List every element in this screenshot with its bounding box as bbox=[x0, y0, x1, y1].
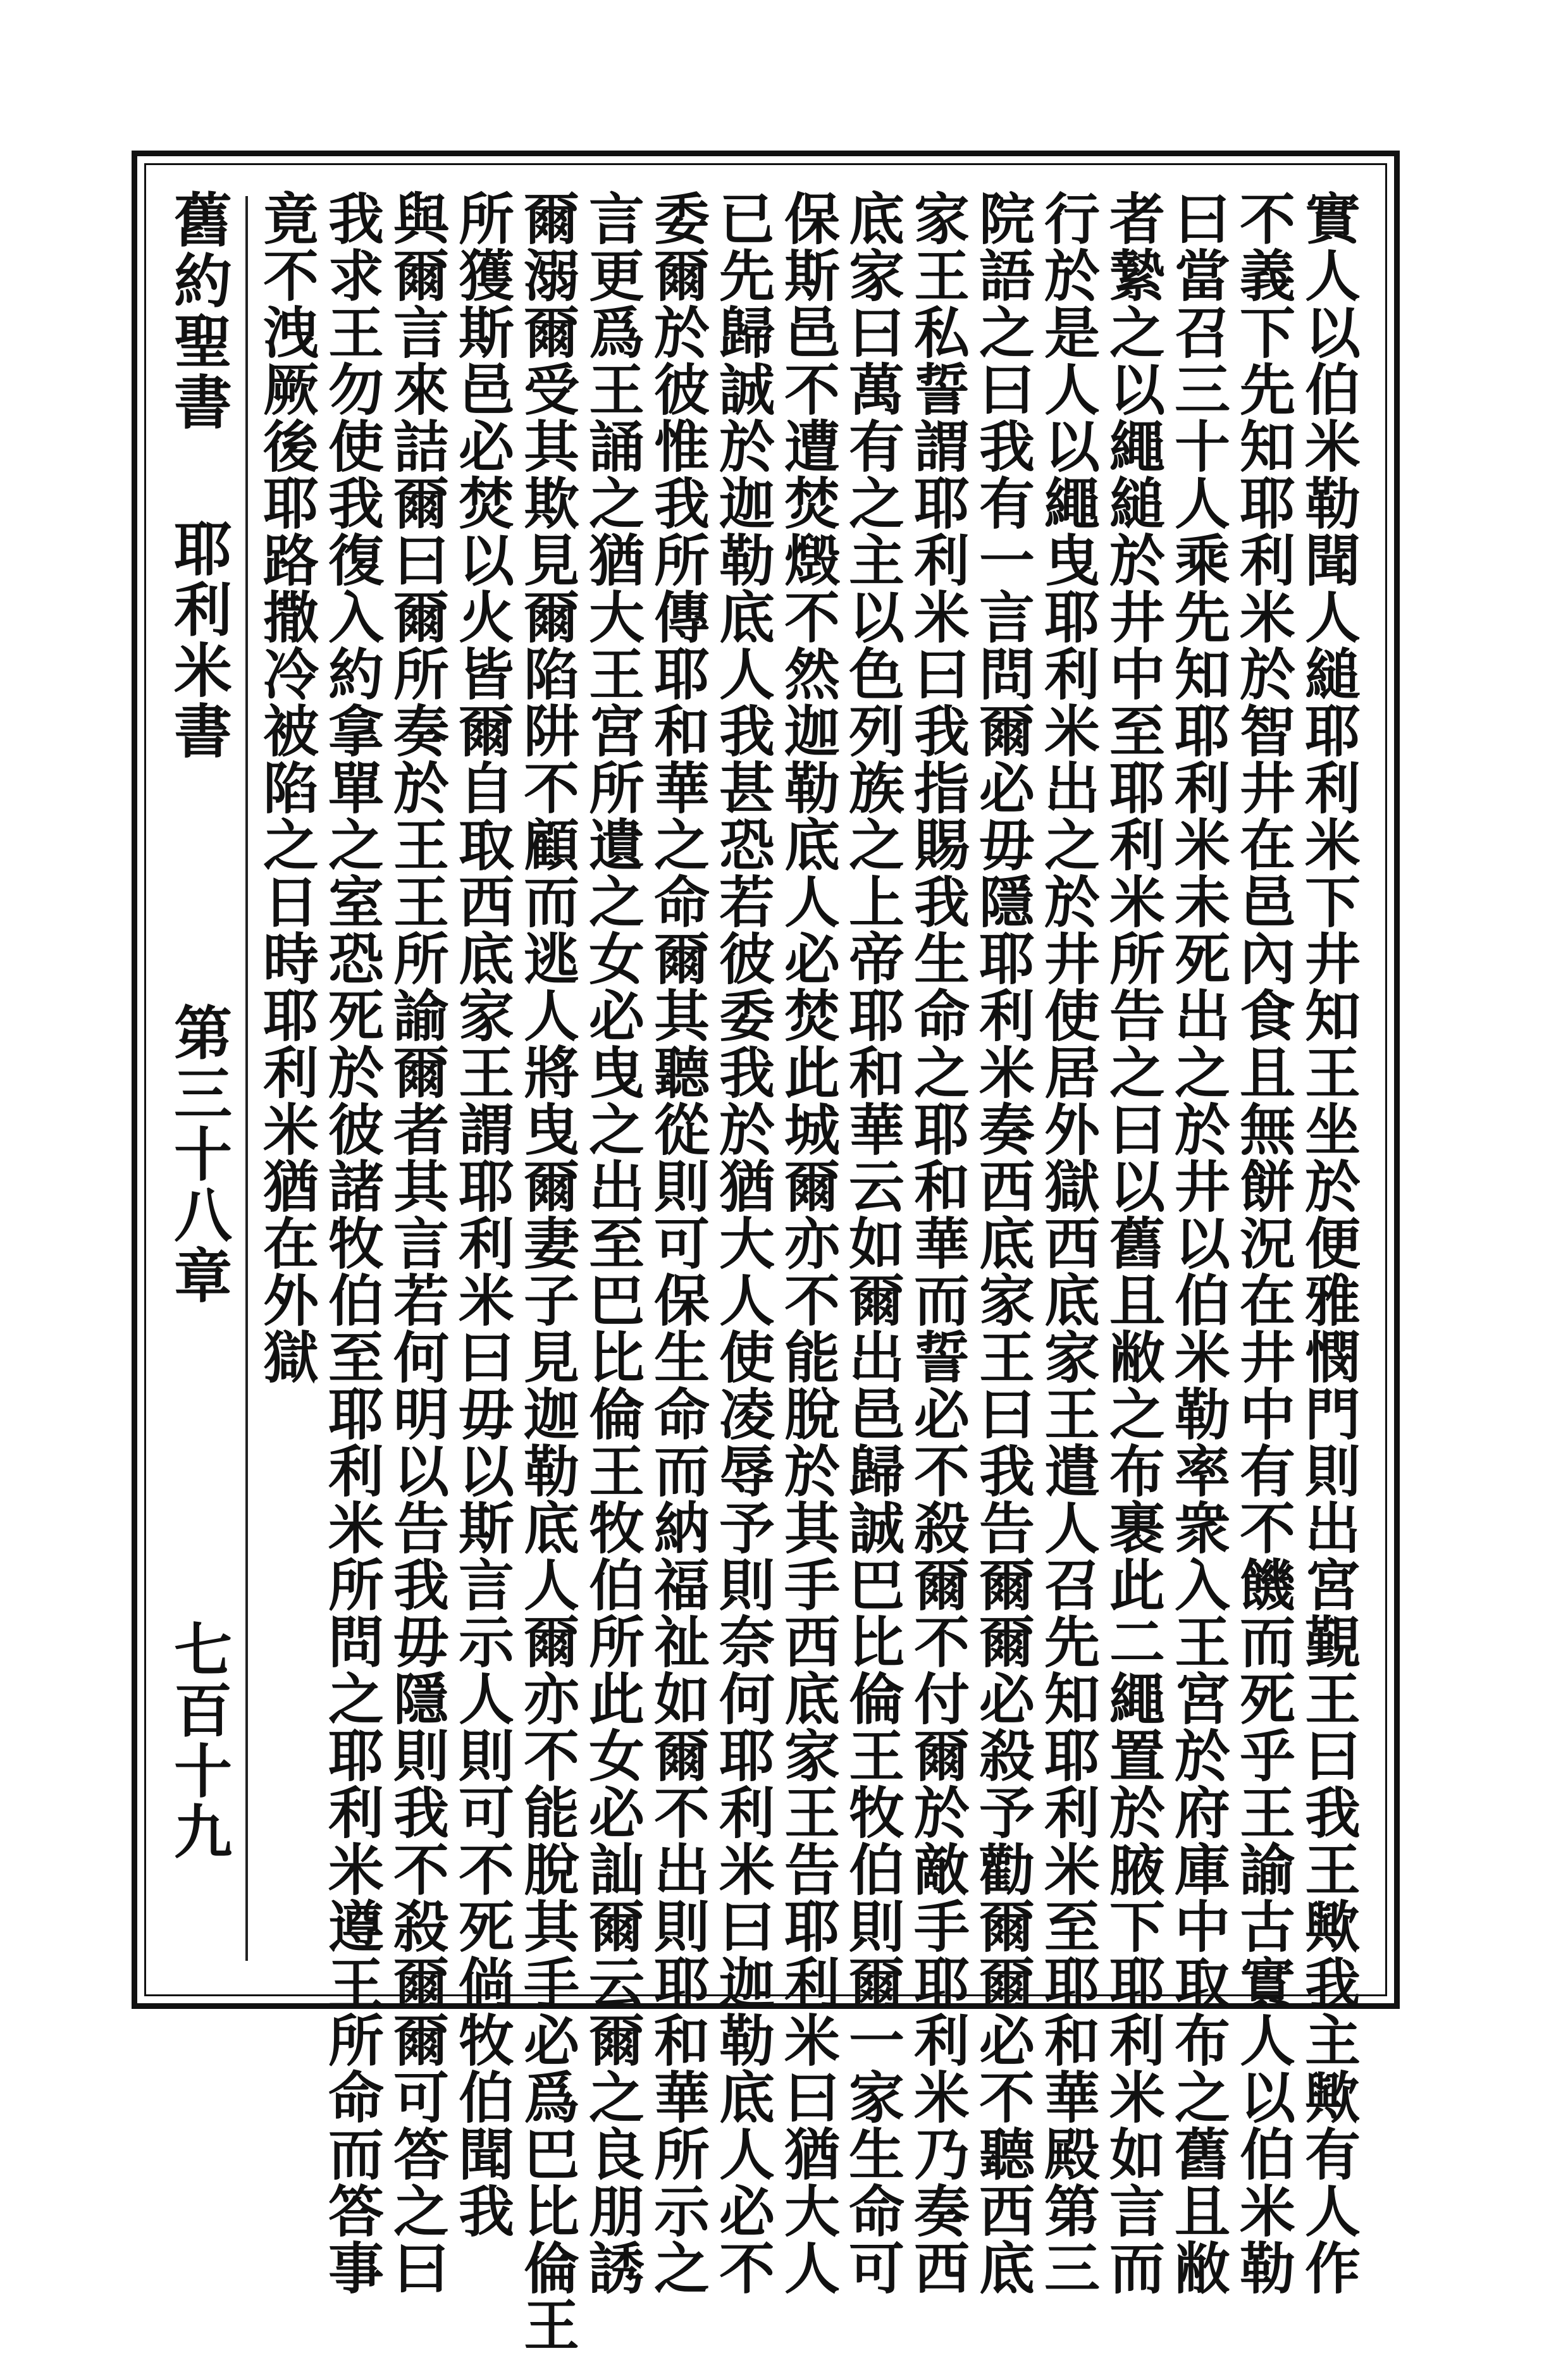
margin-divider-line bbox=[245, 196, 248, 1961]
text-column: 行於是人以繩曳耶利米出之於井使居外獄西底家王遣人召先知耶利米至耶和華殿第三 bbox=[1035, 190, 1101, 2296]
text-column: 底家曰萬有之主以色列族之上帝耶和華云如爾出邑歸誠巴比倫王牧伯則爾一家生命可 bbox=[840, 190, 906, 2296]
text-column: 保斯邑不遭焚燬不然迦勒底人必焚此城爾亦不能脫於其手西底家王告耶利米曰猶大人 bbox=[775, 190, 841, 2296]
text-column: 委爾於彼惟我所傳耶和華之命爾其聽從則可保生命而納福祉如爾不出則耶和華所示之 bbox=[645, 190, 711, 2296]
text-column: 已先歸誠於迦勒底人我甚恐若彼委我於猶大人使凌辱予則奈何耶利米曰迦勒底人必不 bbox=[710, 190, 776, 2296]
text-column: 院語之曰我有一言問爾必毋隱耶利米奏西底家王曰我告爾爾必殺予勸爾爾必不聽西底 bbox=[970, 190, 1036, 2296]
text-column: 竟不洩厥後耶路撒冷被陷之日時耶利米猶在外獄 bbox=[254, 190, 320, 1385]
text-column: 家王私誓謂耶利米曰我指賜我生命之耶和華而誓必不殺爾不付爾於敵手耶利米乃奏西 bbox=[905, 190, 971, 2296]
text-column: 爾溺爾受其欺見爾陷阱不顧而逃人將曳爾妻子見迦勒底人爾亦不能脫其手必爲巴比倫王 bbox=[515, 190, 581, 2353]
text-column: 言更爲王誦之猶大王宮所遺之女必曳之出至巴比倫王牧伯所此女必訕爾云爾之良朋誘 bbox=[580, 190, 646, 2296]
text-column: 與爾言來詰爾曰爾所奏於王王所諭爾者其言若何明以告我毋隱則我不殺爾爾可答之曰 bbox=[385, 190, 450, 2296]
text-column: 實人以伯米勒聞人縋耶利米下井知王坐於便雅憫門則出宮覲王曰我王歟我主歟有人作 bbox=[1296, 190, 1362, 2296]
running-head-chapter: 第三十八章 bbox=[164, 1003, 233, 1306]
text-column: 所獲斯邑必焚以火皆爾自取西底家王謂耶利米曰毋以斯言示人則可不死倘牧伯聞我 bbox=[450, 190, 515, 2239]
text-column: 者縶之以繩縋於井中至耶利米所告之曰以舊且敝之布裹此二繩置於腋下耶利米如言而 bbox=[1101, 190, 1166, 2296]
running-head-book-name: 耶利米書 bbox=[164, 519, 233, 762]
text-column: 我求王勿使我復入約拿單之室恐死於彼諸牧伯至耶利米所問之耶利米遵王所命而答事 bbox=[319, 190, 385, 2296]
text-column: 曰當召三十人乘先知耶利米未死出之於井以伯米勒率衆入王宮於府庫中取布之舊且敝 bbox=[1166, 190, 1232, 2296]
running-head-book-title: 舊約聖書 bbox=[164, 190, 233, 433]
page-number: 七百十九 bbox=[164, 1619, 233, 1862]
text-column: 不義下先知耶利米於智井在邑內食且無餅況在井中有不饑而死乎王諭古實人以伯米勒 bbox=[1231, 190, 1297, 2296]
